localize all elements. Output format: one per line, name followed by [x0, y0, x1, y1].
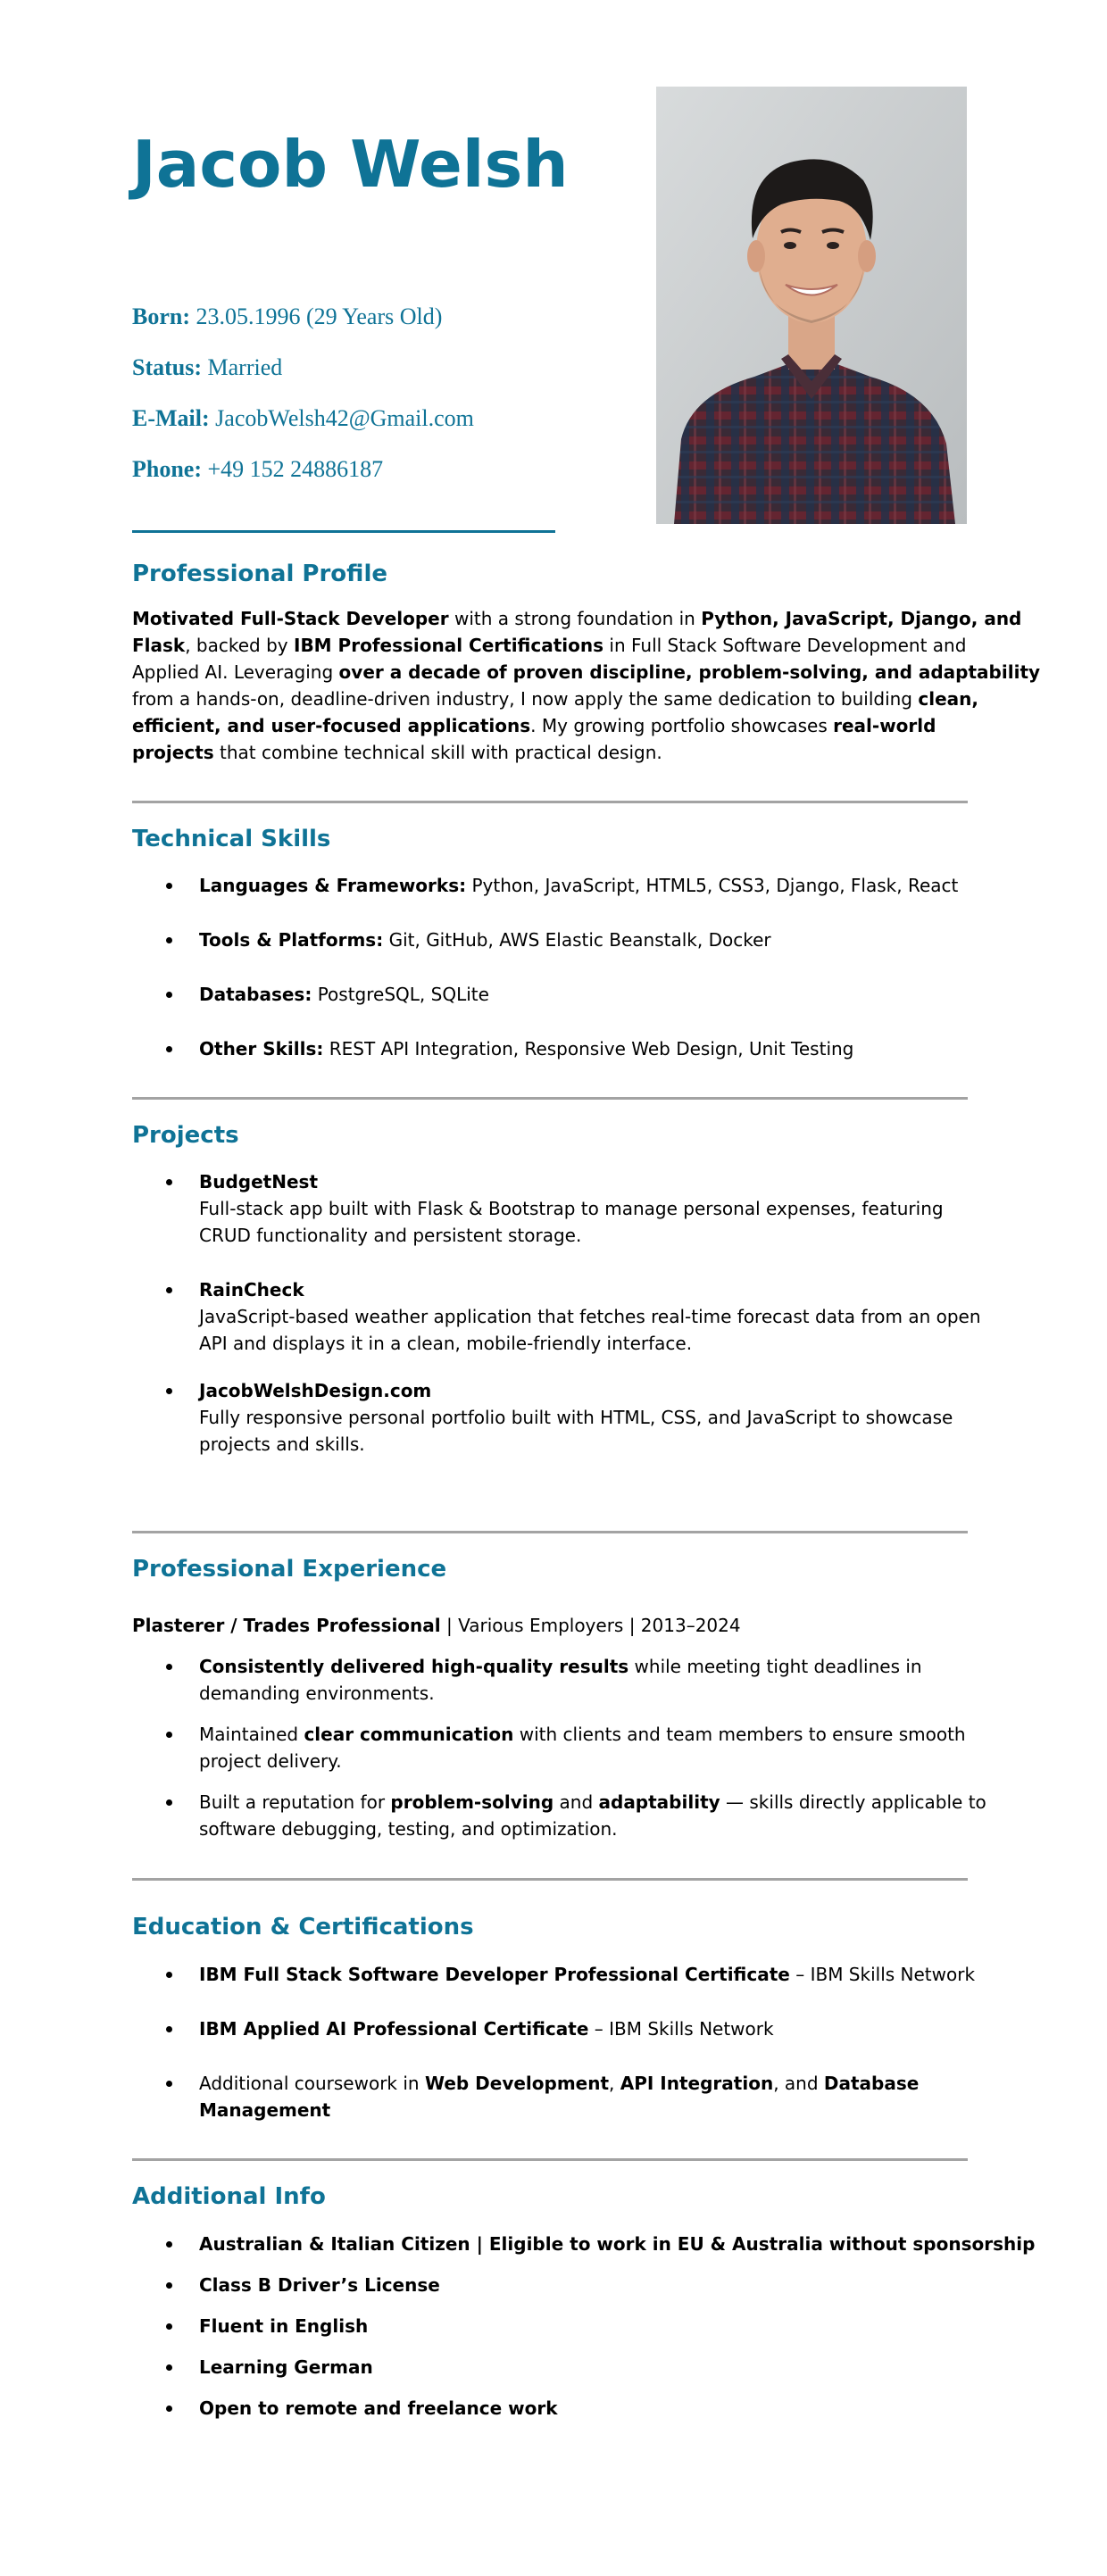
- bullet-icon: [166, 1179, 172, 1185]
- profile-line-5: efficient, and user-focused applications. My growing portfolio showcases real-world: [132, 715, 936, 736]
- project-desc: Full-stack app built with Flask & Bootstrap to manage personal expenses, featuring: [199, 1198, 944, 1219]
- bullet-icon: [166, 2406, 172, 2412]
- experience-bullet: Built a reputation for problem-solving and adaptability — skills directly applicable to: [199, 1791, 986, 1813]
- coursework-item-cont: Management: [199, 2099, 331, 2121]
- bullet-icon: [166, 2241, 172, 2248]
- experience-section-title: Professional Experience: [132, 1556, 447, 1583]
- bullet-icon: [166, 1287, 172, 1293]
- skill-item: Other Skills: REST API Integration, Responsive Web Design, Unit Testing: [199, 1038, 854, 1059]
- experience-bullet: Maintained clear communication with clients and team members to ensure smooth: [199, 1724, 966, 1745]
- bullet-icon: [166, 2364, 172, 2371]
- bullet-icon: [166, 1972, 172, 1978]
- projects-section-title: Projects: [132, 1122, 239, 1149]
- additional-item: Learning German: [199, 2356, 373, 2378]
- bullet-icon: [166, 992, 172, 998]
- bullet-icon: [166, 883, 172, 889]
- profile-line-6: projects that combine technical skill with practical design.: [132, 742, 662, 763]
- experience-bullet-cont: project delivery.: [199, 1750, 342, 1772]
- profile-line-2: Flask, backed by IBM Professional Certifications in Full Stack Software Development and: [132, 635, 967, 656]
- skill-item: Tools & Platforms: Git, GitHub, AWS Elastic Beanstalk, Docker: [199, 929, 771, 951]
- certificate-item: IBM Full Stack Software Developer Professional Certificate – IBM Skills Network: [199, 1964, 976, 1985]
- born-line: [132, 303, 442, 330]
- profile-line-1: Motivated Full-Stack Developer with a strong foundation in Python, JavaScript, Django, and: [132, 608, 1022, 629]
- status-label: Status:: [132, 354, 203, 380]
- experience-bullet-cont: software debugging, testing, and optimization.: [199, 1818, 618, 1840]
- section-divider: [132, 801, 968, 803]
- skills-section-title: Technical Skills: [132, 826, 331, 852]
- coursework-item: Additional coursework in Web Development, API Integration, and Database: [199, 2073, 920, 2094]
- experience-bullet: Consistently delivered high-quality results while meeting tight deadlines in: [199, 1656, 922, 1677]
- header-divider: [132, 530, 555, 533]
- email-label: E-Mail:: [132, 405, 210, 431]
- profile-line-3: Applied AI. Leveraging over a decade of proven discipline, problem-solving, and adaptability: [132, 661, 1041, 683]
- section-divider: [132, 2158, 968, 2161]
- bullet-icon: [166, 2323, 172, 2330]
- project-desc: CRUD functionality and persistent storage.: [199, 1225, 582, 1246]
- profile-photo: [656, 87, 967, 524]
- section-divider: [132, 1878, 968, 1881]
- bullet-icon: [166, 2282, 172, 2289]
- additional-item: Open to remote and freelance work: [199, 2397, 558, 2419]
- additional-item: Class B Driver’s License: [199, 2274, 440, 2296]
- additional-item: Fluent in English: [199, 2315, 369, 2337]
- profile-section-title: Professional Profile: [132, 561, 387, 587]
- skill-item: Languages & Frameworks: Python, JavaScript, HTML5, CSS3, Django, Flask, React: [199, 875, 959, 896]
- status-line: [132, 354, 282, 381]
- email-value[interactable]: JacobWelsh42@Gmail.com: [209, 405, 474, 431]
- candidate-name: Jacob Welsh: [132, 127, 569, 202]
- experience-role: Plasterer / Trades Professional | Various Employers | 2013–2024: [132, 1615, 741, 1636]
- project-name: RainCheck: [199, 1279, 304, 1300]
- phone-value: +49 152 24886187: [202, 456, 384, 482]
- experience-bullet-cont: demanding environments.: [199, 1683, 435, 1704]
- project-desc: JavaScript-based weather application that fetches real-time forecast data from an open: [199, 1306, 981, 1327]
- project-name: BudgetNest: [199, 1171, 319, 1192]
- certificate-item: IBM Applied AI Professional Certificate – IBM Skills Network: [199, 2018, 774, 2040]
- education-section-title: Education & Certifications: [132, 1914, 474, 1940]
- project-desc: Fully responsive personal portfolio built with HTML, CSS, and JavaScript to showcase: [199, 1407, 953, 1428]
- bullet-icon: [166, 2081, 172, 2087]
- status-value: Married: [202, 354, 283, 380]
- bullet-icon: [166, 1732, 172, 1738]
- project-name[interactable]: JacobWelshDesign.com: [199, 1380, 432, 1401]
- bullet-icon: [166, 1664, 172, 1670]
- profile-line-4: from a hands-on, deadline-driven industry, I now apply the same dedication to building clean,: [132, 688, 978, 710]
- phone-label: Phone:: [132, 456, 202, 482]
- phone-line: [132, 456, 383, 483]
- project-desc: API and displays it in a clean, mobile-friendly interface.: [199, 1333, 693, 1354]
- bullet-icon: [166, 937, 172, 943]
- born-label: Born:: [132, 303, 190, 329]
- project-desc: projects and skills.: [199, 1433, 365, 1455]
- skill-item: Databases: PostgreSQL, SQLite: [199, 984, 489, 1005]
- bullet-icon: [166, 1799, 172, 1806]
- bullet-icon: [166, 2026, 172, 2032]
- additional-section-title: Additional Info: [132, 2183, 326, 2210]
- bullet-icon: [166, 1046, 172, 1052]
- section-divider: [132, 1097, 968, 1100]
- section-divider: [132, 1531, 968, 1533]
- additional-item: Australian & Italian Citizen | Eligible to work in EU & Australia without sponsorship: [199, 2233, 1036, 2255]
- born-value: 23.05.1996 (29 Years Old): [190, 303, 443, 329]
- email-line: [132, 405, 474, 432]
- bullet-icon: [166, 1388, 172, 1394]
